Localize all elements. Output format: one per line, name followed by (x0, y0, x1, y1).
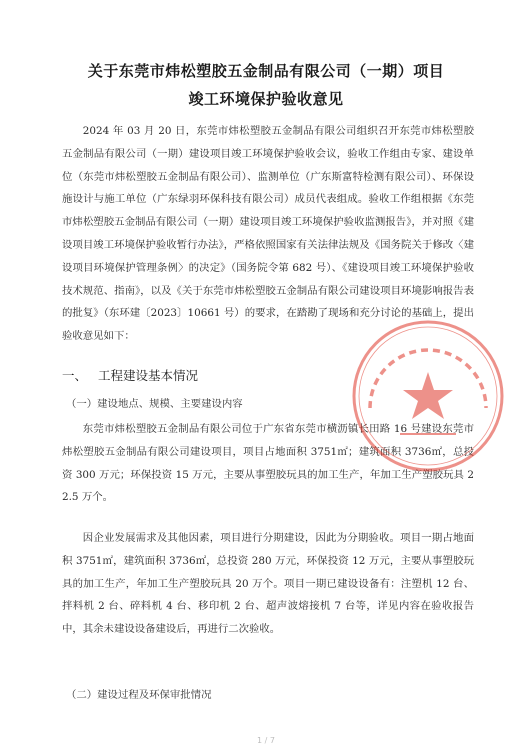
subsection-heading-1: （一）建设地点、规模、主要建设内容 (66, 398, 243, 410)
body-paragraph-2: 因企业发展需求及其他因素，项目进行分期建设，因此为分期验收。项目一期占地面积 3751㎡，建筑面积 3736㎡，总投资 280 万元，环保投资 12 万元，主要从事塑胶玩具的加工生产，年加工生产塑胶玩具 20 万个。项目一期已建设设备有：注塑机 12 台、拌料机 2 台、碎料机 4 台、移印机 2 台、超声波熔接机 7 台等，详见内容在验收报告中，其余未建设设备建设后，再进行二次验收。 (62, 532, 474, 636)
document-title-line1: 关于东莞市炜松塑胶五金制品有限公司（一期）项目 (87, 62, 445, 80)
section-title: 工程建设基本情况 (98, 368, 199, 383)
document-title-line2: 竣工环境保护验收意见 (188, 90, 344, 108)
section-number: 一、 (62, 368, 88, 383)
body-paragraph-1: 东莞市炜松塑胶五金制品有限公司位于广东省东莞市横沥镇长田路 16 号建设东莞市炜松塑胶五金制品有限公司建设项目，项目占地面积 3751㎡；建筑面积 3736㎡，总投资 300 万元；环保投资 15 万元，主要从事塑胶玩具的加工生产，年加工生产塑胶玩具 22.5 万个。 (62, 423, 474, 504)
intro-paragraph: 2024 年 03 月 20 日，东莞市炜松塑胶五金制品有限公司组织召开东莞市炜松塑胶五金制品有限公司（一期）建设项目竣工环境保护验收会议，验收工作组由专家、建设单位（东莞市炜松塑胶五金制品有限公司）、监测单位（广东斯富特检测有限公司）、环保设施设计与施工单位（广东绿羽环保科技有限公司）成员代表组成。验收工作组根据《东莞市炜松塑胶五金制品有限公司（一期）建设项目竣工环境保护验收监测报告》，并对照《建设项目竣工环境保护验收暂行办法》，严格依照国家有关法律法规及《国务院关于修改〈建设项目环境保护管理条例〉的决定》（国务院令第 682 号）、《建设项目竣工环境保护验收技术规范、指南》，以及《关于东莞市炜松塑胶五金制品有限公司建设项目环境影响报告表的批复》（东环建〔2023〕10661 号）的要求，在踏勘了现场和充分讨论的基础上，提出验收意见如下： (62, 125, 474, 343)
page-number: 1 / 7 (257, 736, 275, 745)
section-heading-1 (62, 366, 198, 384)
subsection-heading-2: （二）建设过程及环保审批情况 (66, 689, 212, 701)
